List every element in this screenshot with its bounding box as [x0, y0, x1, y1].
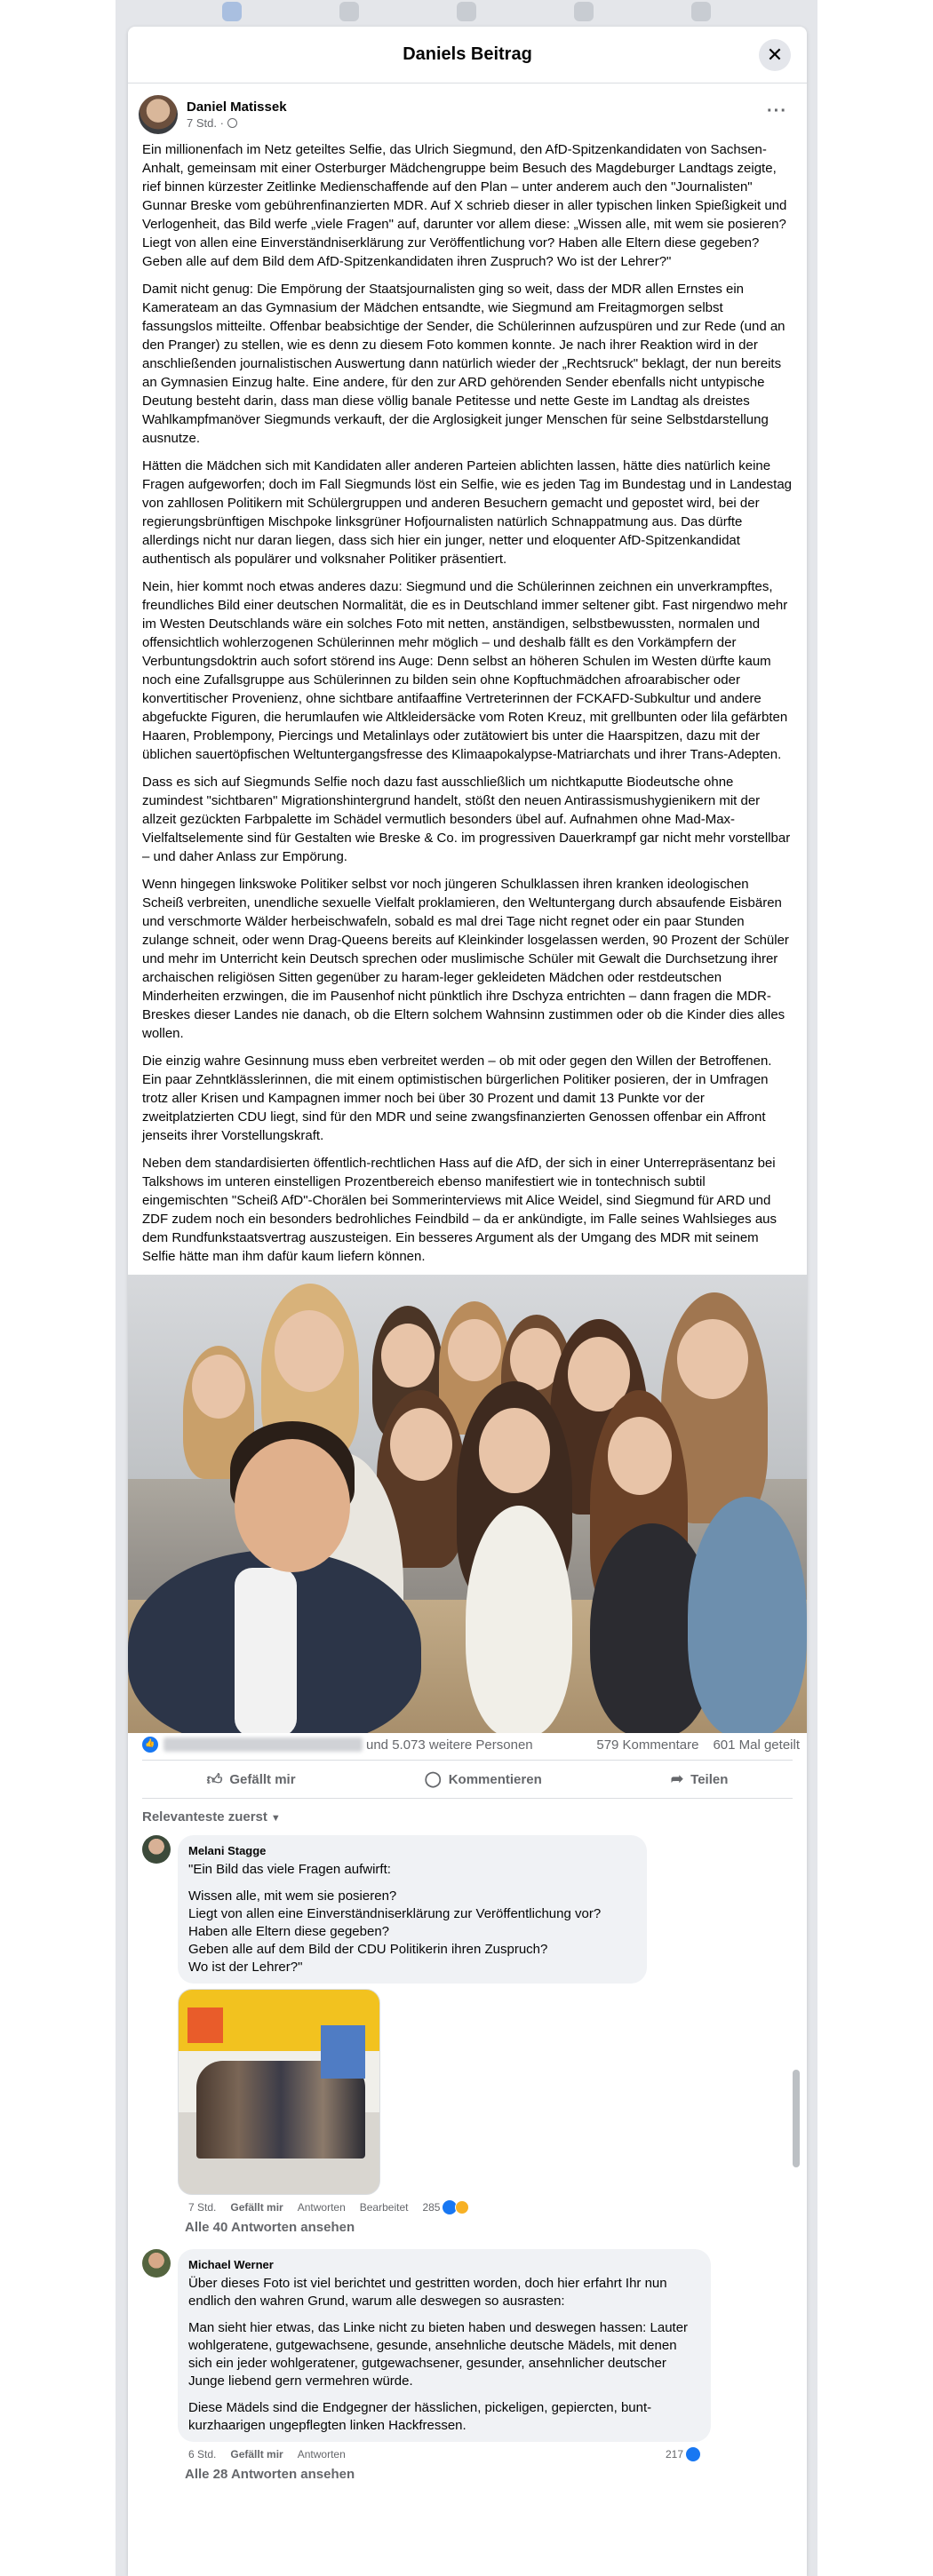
post-stats [128, 1733, 807, 1756]
share-button[interactable] [653, 1765, 746, 1793]
post-text [128, 135, 807, 1266]
share-label: Teilen [690, 1771, 729, 1787]
comment-label: Kommentieren [448, 1771, 542, 1787]
gaming-icon[interactable] [691, 2, 711, 21]
like-label: Gefällt mir [229, 1771, 296, 1787]
comment-meta [178, 2442, 711, 2461]
view-replies-link[interactable]: Alle 28 Antworten ansehen [185, 2467, 355, 2482]
post-paragraph: Damit nicht genug: Die Empörung der Staatsjournalisten ging so weit, dass der MDR allen Ernstes ein Kamerateam an das Gymnasium der Mädchen entsandte, wie Siegmund am Freitagmorgen selbst fassungslos mitteilte. Offenbar beabsichtige der Sender, die Schülerinnen aufzuspüren und zur Rede (und an den Pranger) zu stellen, wie es denn zu diesem Foto kommen konnte. Je nach ihrer Reaktion wird in der anschließenden journalistischen Auswertung dann natürlich wieder der „Rechtsruck" beklagt, der nun bereits an Gymnasien Einzug halte. Eine andere, für den zur ARD gehörenden Sender ebenfalls nicht untypische Deutung besteht darin, dass man diese völlig banale Petitesse und nette Geste im Landtag als dreistes Wahlkampfmanöver Siegmunds verkauft, der die Arglosigkeit junger Menschen für seine Selbstdarstellung ausnutze. [142, 282, 785, 446]
dialog-title: Daniels Beitrag [403, 44, 532, 64]
post-paragraph: Neben dem standardisierten öffentlich-rechtlichen Hass auf die AfD, der sich in einer Unterrepräsentanz bei Talkshows im unteren einstelligen Prozentbereich ebenso manifestiert wie in tontechnisch subtil eingemischten "Scheiß AfD"-Chorälen bei Sommerinterviews mit Alice Weidel, sind Siegmund für ARD und ZDF zudem noch ein besonders bedrohliches Feindbild – da er ankündigte, im Falle seines Wahlsieges aus dem Rundfunkstaatsvertrag auszusteigen. Ein besseres Argument als der Umgang des MDR mit seinem Selfie hätte man ihm dafür kaum liefern können. [142, 1156, 778, 1264]
sort-label: Relevanteste zuerst [142, 1809, 267, 1825]
commenter-name[interactable]: Melani Stagge [188, 1844, 267, 1857]
post-paragraph: Wenn hingegen linkswoke Politiker selbst vor noch jüngeren Schulklassen ihren kranken ideologischen Scheiß verbreiten, unendliche sexuelle Vielfalt proklamieren, den Weltuntergang durch absaufende Eisbären und verschmorte Wälder herbeischwafeln, sobald es mal drei Tage nicht regnet oder ein paar Stunden zulange schneit, oder wenn Drag-Queens bereits auf Kleinkinder losgelassen werden, 90 Prozent der Schüler und mehr im Unterricht kein Deutsch sprechen oder muslimische Schüler mit Gewalt die Durchsetzung ihrer archaischen religiösen Sitten gegenüber zu haram-leger gekleideten Mädchen oder restdeutschen Minderheiten erzwingen, die im Pausenhof nicht pünktlich ihre Dschyza entrichten – dann fragen die MDR-Breskes dieser Landes nie danach, ob die Eltern solchem Wahnsinn zustimmen oder ob die Kinder dies alles wollen. [142, 877, 789, 1041]
comment-meta [178, 2195, 647, 2214]
post-paragraph: Ein millionenfach im Netz geteiltes Selfie, das Ulrich Siegmund, den AfD-Spitzenkandidaten von Sachsen-Anhalt, gemeinsam mit einer Osterburger Mädchengruppe beim Besuch des Magdeburger Landtags zeigte, rief binnen kürzester Zeitlinke Medienschaffende auf den Plan – unter anderem auch den "Journalisten" Gunnar Breske vom gebührenfinanzierten MDR. Auf X schrieb dieser in aller typischen linken Spießigkeit und Verlogenheit, das Bild werfe „viele Fragen" auf, darunter vor allem diese: „Wissen alle, mit wem sie posieren? Liegt von allen eine Einverständniserklärung zur Veröffentlichung vor? Haben alle Eltern diese gegeben? Geben alle auf dem Bild dem AfD-Spitzenkandidaten ihren Zuspruch? Wo ist der Lehrer?" [142, 142, 787, 269]
home-icon[interactable] [222, 2, 242, 21]
like-reaction-icon[interactable] [142, 1737, 158, 1753]
globe-icon [227, 118, 237, 128]
comment [128, 1830, 807, 2214]
comment-text: Über dieses Foto ist viel berichtet und gestritten worden, doch hier erfahrt Ihr nun endlich den wahren Grund, warum alle deswegen so ausrasten: [188, 2276, 667, 2309]
comment-text: Man sieht hier etwas, das Linke nicht zu bieten haben und deswegen hassen: Lauter wohlgeratene, gutgewachsene, gesunde, ansehnliche deutsche Mädels, mit denen sich ein jeder wohlgeratener, gutgewachsener, gesunder, ansehnlicher deutscher Junge liebend gern vermehren würde. [188, 2320, 689, 2389]
comment-photo[interactable] [178, 1989, 380, 2195]
comment-icon: ◯ [424, 1770, 442, 1787]
comments-count[interactable]: 579 Kommentare [596, 1737, 699, 1753]
commenter-name[interactable]: Michael Werner [188, 2258, 274, 2271]
post-paragraph: Dass es sich auf Siegmunds Selfie noch dazu fast ausschließlich um nichtkaputte Biodeutsche ohne zumindest "sichtbaren" Migrationshintergrund handelt, stößt den neuen Antirassismushygienikern mit der allzeit gezückten Farbpalette im Schädel vermutlich besonders übel auf. Aufnahmen ohne Mad-Max-Vielfaltselemente sind für Gestalten wie Breske & Co. im progressiven Dauerkrampf gar nicht mehr vorstellbar – und daher Anlass zur Empörung. [142, 775, 791, 864]
comment-reactions[interactable] [666, 2447, 700, 2461]
comment-sort-dropdown[interactable] [128, 1799, 807, 1830]
author-name[interactable]: Daniel Matissek [187, 99, 287, 115]
post-photo[interactable] [128, 1275, 807, 1733]
comment-button[interactable] [407, 1765, 560, 1793]
comment-bubble [178, 1835, 647, 1984]
close-button[interactable] [759, 39, 791, 71]
comment-reactions[interactable] [422, 2200, 469, 2214]
comment-like-button[interactable]: Gefällt mir [230, 2201, 283, 2214]
dialog-header [128, 27, 807, 83]
post-actions [142, 1760, 793, 1799]
like-button[interactable] [189, 1765, 314, 1794]
reaction-count: 217 [665, 2448, 683, 2461]
post-paragraph: Hätten die Mädchen sich mit Kandidaten aller anderen Parteien ablichten lassen, hätte dies natürlich keine Fragen aufgeworfen; doch im Fall Siegmunds löst ein Selfie, wie es jeden Tag im Bundestag und in Landestag von zahllosen Politikern mit Schülergruppen und anderen Besuchern gemacht und gepostet wird, bei der regierungsbrünftigen Mischpoke linksgrüner Hofjournalisten natürlich Schnappatmung aus. Das dürfte allerdings nicht nur daran liegen, dass sich hier ein junger, netter und eloquenter AfD-Spitzenkandidat authentisch als populärer und volksnaher Politiker präsentiert. [142, 458, 793, 567]
comment-like-button[interactable]: Gefällt mir [230, 2448, 283, 2461]
comment-text: Wissen alle, mit wem sie posieren? Liegt von allen eine Einverständniserklärung zur Veröffentlichung vor? Haben alle Eltern diese gegeben? Geben alle auf dem Bild der CDU Politikerin ihren Zuspruch? Wo ist der Lehrer?" [188, 1888, 602, 1975]
edited-label: Bearbeitet [359, 2201, 409, 2214]
scrollbar[interactable] [793, 2070, 800, 2167]
like-reaction-icon [686, 2447, 700, 2461]
post-header [128, 83, 807, 135]
thumbs-up-icon: 👍︎ [206, 1770, 223, 1788]
comment-reply-button[interactable]: Antworten [297, 2201, 346, 2214]
post-paragraph: Nein, hier kommt noch etwas anderes dazu: Siegmund und die Schülerinnen zeichnen ein unverkrampftes, freundliches Bild einer deutschen Normalität, die es in Deutschland immer seltener gibt. Fast nirgendwo mehr im Westen Deutschlands wäre ein solches Foto mit netten, anständigen, selbstbewussten, normalen und offensichtlich wohlerzogenen Schülerinnen mehr möglich – und deshalb fällt es den Vorkämpfern der Verbuntungsdoktrin auch sofort störend ins Auge: Denn selbst an höheren Schulen im Westen dürfte kaum noch eine Zufallsgruppe aus Schülerinnen zu bilden sein ohne Kopftuchmädchen afroarabischer oder konvertitischer Provenienz, ohne sichtbare antifaaffine Vertreterinnen der FCKAFD-Subkultur und andere abgefuckte Figuren, die herumlaufen wie Altkleidersäcke vom Roten Kreuz, mit grellbunten oder lila gefärbten Haaren, Problempony, Piercings und Metalinlays oder zutätowiert bis unter die Haarspitzen, dazu mit der üblichen sauertöpfischen Weltuntergangsfresse des Klimaapokalypse-Matriarchats und ihrer Trans-Adepten. [142, 579, 788, 762]
commenter-avatar[interactable] [142, 1835, 171, 1864]
marketplace-icon[interactable] [457, 2, 476, 21]
share-icon: ➦ [670, 1770, 684, 1787]
haha-reaction-icon [455, 2200, 469, 2214]
likes-count[interactable]: und 5.073 weitere Personen [366, 1737, 533, 1753]
author-avatar[interactable] [139, 95, 178, 134]
reaction-count: 285 [422, 2201, 441, 2214]
chevron-down-icon: ▼ [270, 1813, 281, 1824]
friends-icon[interactable] [339, 2, 359, 21]
more-options-icon[interactable]: ··· [767, 101, 787, 121]
close-icon: ✕ [766, 44, 784, 66]
comment-text: Diese Mädels sind die Endgegner der hässlichen, pickeligen, gepiercten, bunt-kurzhaarigen ungepflegten linken Hackfressen. [188, 2400, 652, 2433]
comment-reply-button[interactable]: Antworten [297, 2448, 346, 2461]
top-navigation [116, 0, 817, 27]
comment-time[interactable]: 6 Std. [188, 2448, 217, 2461]
comment-bubble [178, 2249, 711, 2442]
shares-count[interactable]: 601 Mal geteilt [713, 1737, 800, 1753]
comment-text: "Ein Bild das viele Fragen aufwirft: [188, 1862, 391, 1877]
commenter-avatar[interactable] [142, 2249, 171, 2278]
post-paragraph: Die einzig wahre Gesinnung muss eben verbreitet werden – ob mit oder gegen den Willen der Betroffenen. Ein paar Zehntklässlerinnen, die mit einem optimistischen bürgerlichen Politiker posieren, der in Umfragen trotz aller Krisen und Kampagnen immer noch bei über 30 Prozent und damit 13 Punkte vor der zweitplatzierten CDU liegt, sind für den MDR und seine zwangsfinanzierten Genossen offenbar ein Affront jenseits ihrer Vorstellungskraft. [142, 1053, 772, 1143]
comment [128, 2244, 807, 2461]
post-time[interactable]: 7 Std. · [187, 116, 224, 130]
groups-icon[interactable] [574, 2, 594, 21]
view-replies-link[interactable]: Alle 40 Antworten ansehen [185, 2220, 355, 2235]
comment-time[interactable]: 7 Std. [188, 2201, 217, 2214]
blurred-names [163, 1737, 363, 1752]
post-dialog [128, 27, 807, 2576]
